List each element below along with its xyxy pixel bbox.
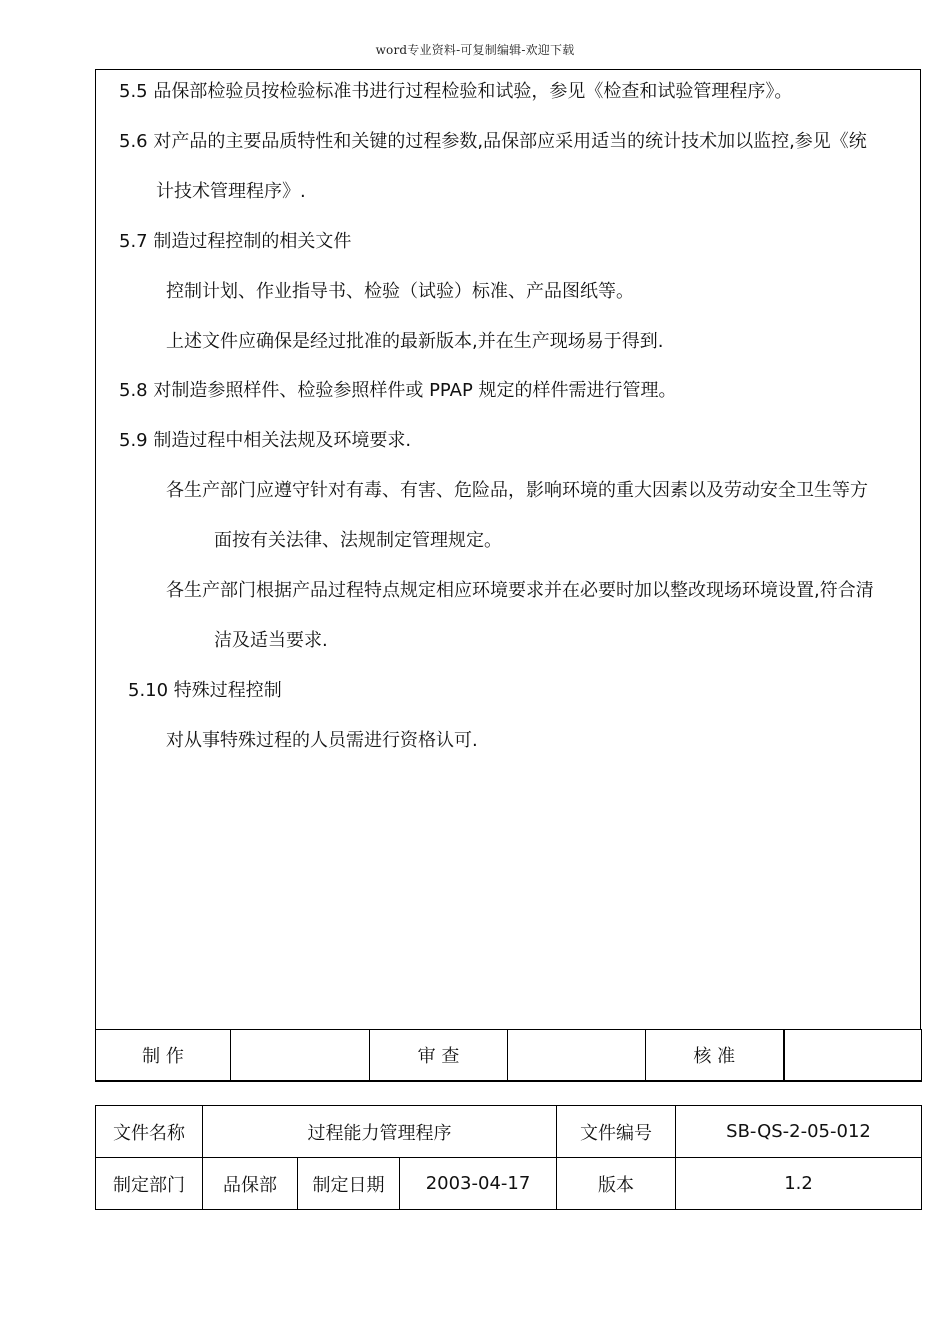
section-5-5: 5.5 品保部检验员按检验标准书进行过程检验和试验，参见《检查和试验管理程序》。 (119, 81, 793, 102)
approve-signature-cell (784, 1030, 922, 1082)
section-5-9-item2-line1: 各生产部门根据产品过程特点规定相应环境要求并在必要时加以整改现场环境设置,符合清 (166, 580, 874, 601)
signature-row (96, 1030, 922, 1082)
info-row-2 (96, 1158, 922, 1210)
document-info-table (95, 1105, 922, 1210)
section-5-6-line1: 5.6 对产品的主要品质特性和关键的过程参数,品保部应采用适当的统计技术加以监控,参见《统 (119, 131, 867, 152)
doc-number-label: 文件编号 (557, 1106, 676, 1158)
make-label: 制 作 (96, 1030, 231, 1082)
doc-name-value: 过程能力管理程序 (203, 1106, 557, 1158)
section-5-10: 5.10 特殊过程控制 (128, 680, 282, 701)
approve-label: 核 准 (646, 1030, 784, 1082)
dept-label: 制定部门 (96, 1158, 203, 1210)
page-header: word专业资料-可复制编辑-欢迎下载 (375, 43, 575, 57)
procedure-content-box (95, 69, 921, 1029)
date-label: 制定日期 (298, 1158, 400, 1210)
section-5-7: 5.7 制造过程控制的相关文件 (119, 231, 352, 252)
section-5-7-item1: 控制计划、作业指导书、检验（试验）标准、产品图纸等。 (166, 281, 634, 302)
date-value: 2003-04-17 (400, 1158, 557, 1210)
review-label: 审 查 (370, 1030, 508, 1082)
section-5-7-item2: 上述文件应确保是经过批准的最新版本,并在生产现场易于得到. (166, 331, 664, 352)
section-5-9-item2-line2: 洁及适当要求. (214, 630, 328, 651)
dept-value: 品保部 (203, 1158, 298, 1210)
section-5-10-item1: 对从事特殊过程的人员需进行资格认可. (166, 730, 478, 751)
signature-table (95, 1029, 922, 1082)
doc-name-label: 文件名称 (96, 1106, 203, 1158)
section-5-6-line2: 计技术管理程序》. (156, 181, 306, 202)
review-signature-cell (508, 1030, 646, 1082)
section-5-9-item1-line1: 各生产部门应遵守针对有毒、有害、危险品，影响环境的重大因素以及劳动安全卫生等方 (166, 480, 868, 501)
doc-number-value: SB-QS-2-05-012 (676, 1106, 922, 1158)
section-5-8: 5.8 对制造参照样件、检验参照样件或 PPAP 规定的样件需进行管理。 (119, 380, 677, 401)
version-value: 1.2 (676, 1158, 922, 1210)
section-5-9-item1-line2: 面按有关法律、法规制定管理规定。 (214, 530, 502, 551)
make-signature-cell (231, 1030, 370, 1082)
info-row-1 (96, 1106, 922, 1158)
section-5-9: 5.9 制造过程中相关法规及环境要求. (119, 430, 412, 451)
version-label: 版本 (557, 1158, 676, 1210)
